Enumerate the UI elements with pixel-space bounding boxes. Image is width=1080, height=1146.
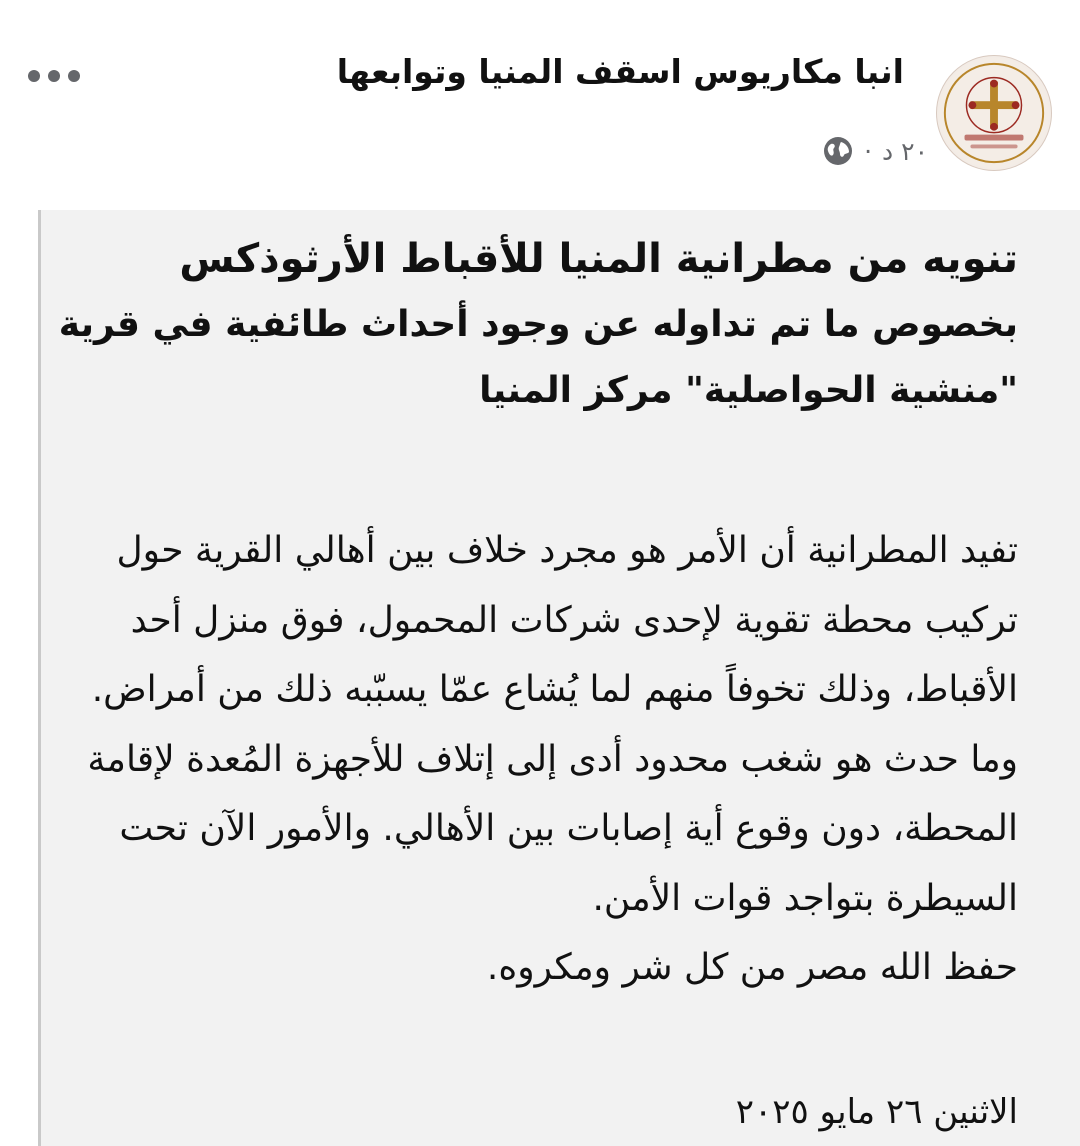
post-body-paragraph: تفيد المطرانية أن الأمر هو مجرد خلاف بين أهالي القرية حول تركيب محطة تقوية لإحدى شركات المحمول، فوق منزل أحد الأقباط، وذلك تخوفاً منهم لما يُشاع عمّا يسبّبه ذلك من أمراض. وما حدث هو شغب محدود أدى إلى إتلاف للأجهزة المُعدة لإقامة المحطة، دون وقوع أية إصابات بين الأهالي. والأمور الآن تحت السيطرة بتواجد قوات الأمن. (87, 530, 1018, 919)
post-header (0, 0, 1080, 205)
post-content (58, 226, 1018, 1137)
post-text-card (38, 210, 1080, 1146)
post-body (58, 516, 1018, 1003)
post-title: تنويه من مطرانية المنيا للأقباط الأرثوذكس (179, 236, 1018, 282)
meta-separator: · (864, 136, 873, 166)
more-dot (68, 70, 80, 82)
more-dot (28, 70, 40, 82)
post-subtitle: بخصوص ما تم تداوله عن وجود أحداث طائفية في قرية "منشية الحواصلية" مركز المنيا (58, 304, 1018, 411)
post-time[interactable]: ٢٠ د (882, 136, 928, 166)
globe-icon[interactable] (822, 135, 854, 167)
page-avatar[interactable] (936, 55, 1052, 171)
post-closing: حفظ الله مصر من كل شر ومكروه. (486, 947, 1018, 988)
post-date: الاثنين ٢٦ مايو ٢٠٢٥ (735, 1091, 1018, 1132)
more-options-icon[interactable] (22, 60, 86, 92)
coptic-cross-seal-logo (937, 56, 1051, 170)
page-name[interactable]: انبا مكاريوس اسقف المنيا وتوابعها (336, 52, 904, 91)
post-meta (822, 128, 928, 174)
more-dot (48, 70, 60, 82)
